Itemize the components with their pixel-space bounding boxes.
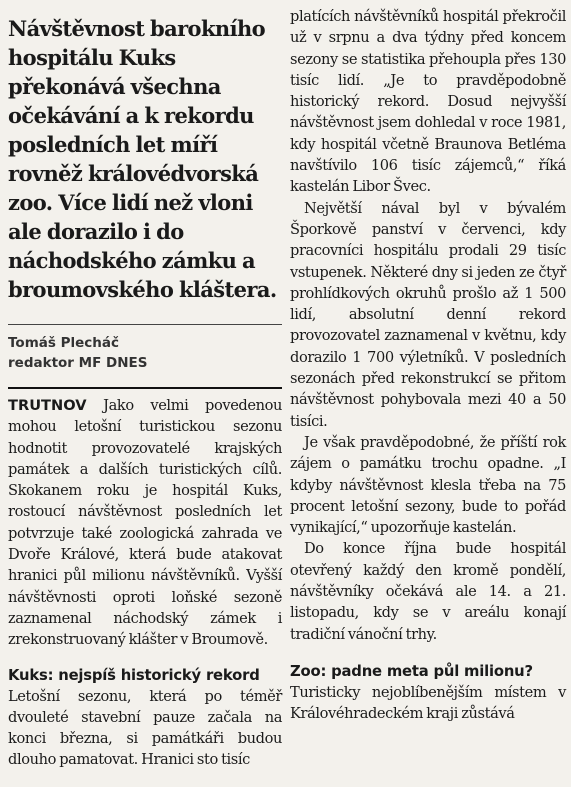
- dateline: TRUTNOV: [8, 397, 87, 414]
- paragraph-zoo-1: Turisticky nejoblíbenějším místem v Královéhradeckém kraji zůstává: [290, 683, 566, 723]
- subheading-kuks: Kuks: nejspíš historický rekord: [8, 666, 260, 684]
- byline: [8, 333, 282, 373]
- divider: [8, 324, 282, 325]
- article-lead: Návštěvnost barokního hospitálu Kuks překonává všechna očekávání a k rekordu posledních let míří rovněž královédvorská zoo. Více lidí než vloni ale dorazilo i do náchodského zámku a broumovského kláštera.: [8, 16, 277, 302]
- left-column: [8, 6, 282, 771]
- paragraph-text: Letošní sezonu, která po téměř dvouleté stavební pauze začala na konci března, si památkáři budou dlouho pamatovat. Hranici sto tisíc: [8, 687, 282, 769]
- right-column: [290, 6, 566, 725]
- paragraph-kuks-4: Do konce října bude hospitál otevřený každý den kromě pondělí, návštěvníky očekává ale 14. a 21. listopadu, kdy se v areálu konají tradiční vánoční trhy.: [290, 540, 566, 643]
- subheading-zoo: Zoo: padne meta půl milionu?: [290, 662, 533, 680]
- paragraph-intro: [8, 395, 282, 651]
- author-role: redaktor MF DNES: [8, 355, 148, 371]
- divider: [8, 387, 282, 389]
- paragraph-kuks-1: [8, 686, 282, 771]
- paragraph-kuks-2: Největší nával byl v bývalém Šporkově panství v červenci, kdy pracovníci hospitálu prodali 29 tisíc vstupenek. Některé dny si jeden ze čtyř prohlídkových okruhů prošlo až 1 500 lidí, absolutní denní rekord provozovatel zaznamenal v květnu, kdy dorazilo 1 700 výletníků. V posledních sezonách před rekonstrukcí se přitom návštěvnost pohybovala mezi 40 a 50 tisíci.: [290, 199, 566, 430]
- paragraph-kuks-1-continued: platících návštěvníků hospitál překročil už v srpnu a dva týdny před koncem sezony se statistika přehoupla přes 130 tisíc lidí. „Je to pravděpodobně historický rekord. Dosud nejvyšší návštěvnost jsem dohledal v roce 1981, kdy hospitál včetně Braunova Betléma navštívilo 106 tisíc zájemců,“ říká kastelán Libor Švec.: [290, 8, 566, 196]
- paragraph-text: Jako velmi povedenou mohou letošní turistickou sezonu hodnotit provozovatelé krajských památek a dalších turistických cílů. Skokanem roku je hospitál Kuks, rostoucí návštěvnost posledních let potvrzuje také zoologická zahrada ve Dvoře Králové, která bude atakovat hranici půl milionu návštěvníků. Vyšší návštěvnosti oproti loňské sezoně zaznamenal náchodský zámek i zrekonstruovaný klášter v Broumově.: [8, 397, 282, 649]
- paragraph-kuks-3: Je však pravděpodobné, že příští rok zájem o památku trochu opadne. „I kdyby návštěvnost klesla třeba na 75 procent letošní sezony, bude to pořád vynikající,“ upozorňuje kastelán.: [290, 433, 566, 537]
- author-name: Tomáš Plecháč: [8, 335, 120, 351]
